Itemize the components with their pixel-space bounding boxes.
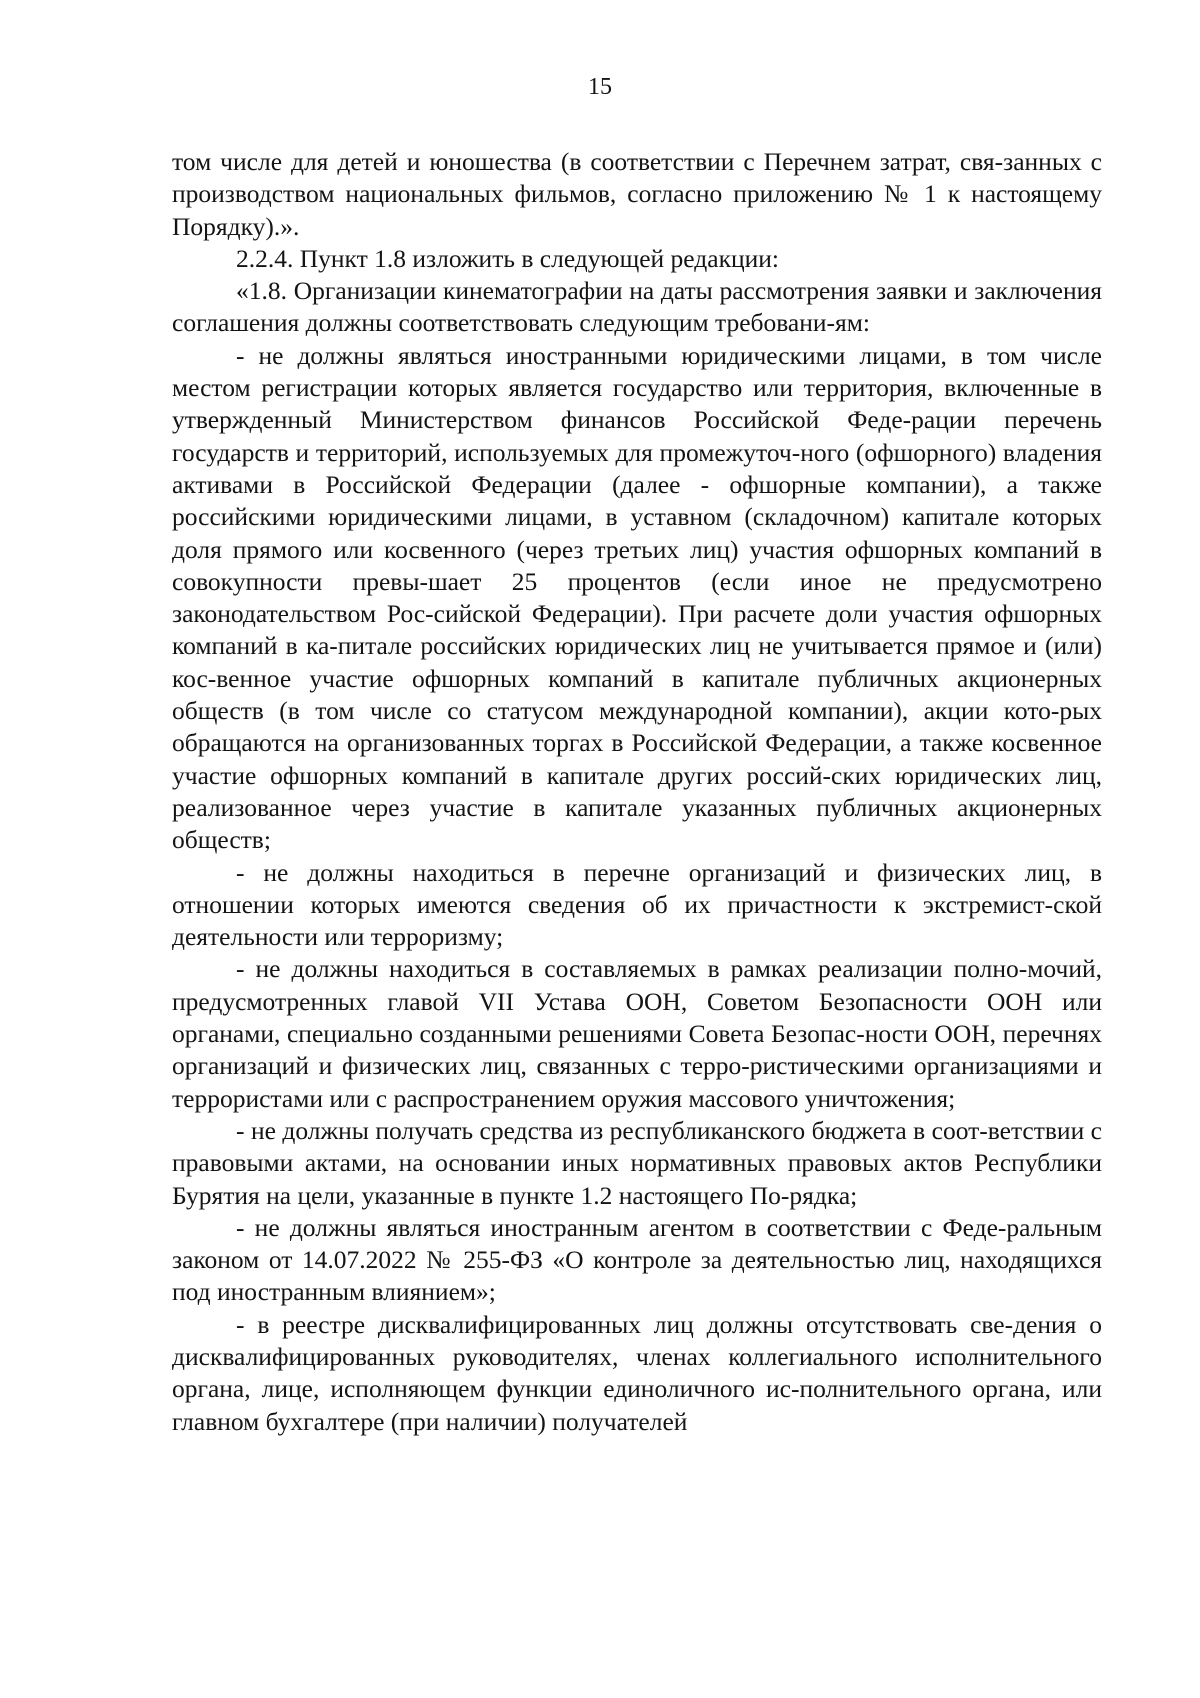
page-number: 15 <box>588 74 612 100</box>
paragraph-requirement-offshore: - не должны являться иностранными юридическими лицами, в том числе местом регистрации которых является государство или территория, включенные в утвержденный Министерством финансов Российской Феде-рации перечень государств и территорий, используемых для промежуточ-ного (офшорного) владения активами в Российской Федерации (далее - офшорные компании), а также российскими юридическими лицами, в уставном (складочном) капитале которых доля прямого или косвенного (через третьих лиц) участия офшорных компаний в совокупности превы-шает 25 процентов (если иное не предусмотрено законодательством Рос-сийской Федерации). При расчете доли участия офшорных компаний в ка-питале российских юридических лиц не учитывается прямое и (или) кос-венное участие офшорных компаний в капитале публичных акционерных обществ (в том числе со статусом международной компании), акции кото-рых обращаются на организованных торгах в Российской Федерации, а также косвенное участие офшорных компаний в капитале других россий-ских юридических лиц, реализованное через участие в капитале указанных публичных акционерных обществ; <box>172 340 1102 855</box>
paragraph-item-2-2-4: 2.2.4. Пункт 1.8 изложить в следующей редакции: <box>236 243 779 273</box>
document-body <box>172 146 1102 1438</box>
paragraph-continuation: том числе для детей и юношества (в соответствии с Перечнем затрат, свя-занных с производством национальных фильмов, согласно приложению № 1 к настоящему Порядку).». <box>172 147 1102 241</box>
paragraph-requirement-foreign-agent: - не должны являться иностранным агентом в соответствии с Феде-ральным законом от 14.07.2022 № 255-ФЗ «О контроле за деятельностью лиц, находящихся под иностранным влиянием»; <box>172 1212 1102 1307</box>
paragraph-requirement-budget: - не должны получать средства из республиканского бюджета в соот-ветствии с правовыми актами, на основании иных нормативных правовых актов Республики Бурятия на цели, указанные в пункте 1.2 настоящего По-рядка; <box>172 1115 1102 1210</box>
paragraph-requirement-un-lists: - не должны находиться в составляемых в рамках реализации полно-мочий, предусмотренных главой VII Устава ООН, Советом Безопасности ООН или органами, специально созданными решениями Совета Безопас-ности ООН, перечнях организаций и физических лиц, связанных с терро-ристическими организациями и террористами или с распространением оружия массового уничтожения; <box>172 954 1102 1113</box>
paragraph-clause-1-8: «1.8. Организации кинематографии на даты рассмотрения заявки и заключения соглашения должны соответствовать следующим требовани-ям: <box>172 276 1102 338</box>
paragraph-requirement-disqualified: - в реестре дисквалифицированных лиц должны отсутствовать све-дения о дисквалифицированных руководителях, членах коллегиального исполнительного органа, лице, исполняющем функции единоличного ис-полнительного органа, или главном бухгалтере (при наличии) получателей <box>172 1309 1102 1436</box>
paragraph-requirement-extremism: - не должны находиться в перечне организаций и физических лиц, в отношении которых имеются сведения об их причастности к экстремист-ской деятельности или терроризму; <box>172 857 1102 952</box>
